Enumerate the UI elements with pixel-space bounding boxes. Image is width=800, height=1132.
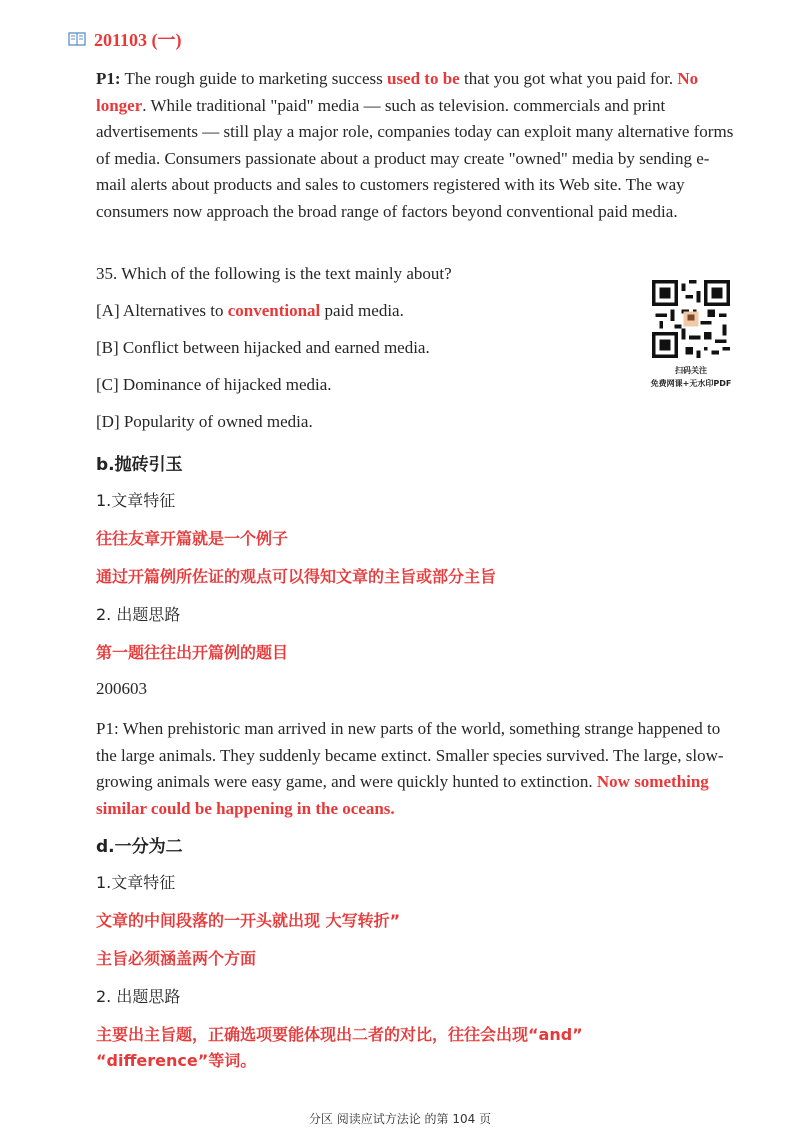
qr-caption-2: 免费网课+无水印PDF xyxy=(650,379,732,388)
example-paragraph xyxy=(96,716,736,822)
book-icon xyxy=(68,31,86,47)
section-b-sub2: 2. 出题思路 xyxy=(96,605,181,624)
example-text: P1: When prehistoric man arrived in new parts of the world, something strange happened to the large animals. They suddenly became extinct. Smaller species survived. The large, slow-growing animals were easy game, and were quickly hunted to extinction. xyxy=(96,719,724,791)
section-b-red-2: 通过开篇例所佐证的观点可以得知文章的主旨或部分主旨 xyxy=(96,567,497,586)
section-d-red-1: 文章的中间段落的一开头就出现 大写转折” xyxy=(96,911,401,930)
p1-text-2: that you got what you paid for. xyxy=(459,69,678,88)
option-d: [D] Popularity of owned media. xyxy=(96,412,313,431)
p1-label: P1: xyxy=(96,69,121,88)
section-d-red-3: 主要出主旨题，正确选项要能体现出二者的对比，往往会出现“and” “difference”等词。 xyxy=(96,1025,583,1070)
option-a-highlight: conventional xyxy=(227,301,321,320)
passage-paragraph-p1 xyxy=(96,66,736,225)
section-d-title: d.一分为二 xyxy=(96,837,183,857)
p1-highlight-used-to-be: used to be xyxy=(386,69,460,88)
qr-code-image[interactable] xyxy=(652,280,730,358)
section-b-sub1: 1.文章特征 xyxy=(96,491,176,510)
section-d-sub1: 1.文章特征 xyxy=(96,873,176,892)
p1-text-3: . While traditional "paid" media — such as television. commercials and print advertisements — still play a major role, companies today can exploit many alternative forms of media. Consumers passionate about a product may create "owned" media by sending e-mail alerts about products and sales to customers registered with its Web site. The way consumers now approach the broad range of factors beyond conventional paid media. xyxy=(96,95,734,221)
section-heading xyxy=(68,26,182,52)
section-b-red-1: 往往友章开篇就是一个例子 xyxy=(96,529,289,548)
heading-text: 201103 (一) xyxy=(94,30,182,50)
section-b-red-3: 第一题往往出开篇例的题目 xyxy=(96,643,289,662)
page-footer: 分区 阅读应试方法论 的第 104 页 xyxy=(308,1112,492,1126)
question-text: 35. Which of the following is the text mainly about? xyxy=(96,264,452,283)
option-b: [B] Conflict between hijacked and earned media. xyxy=(96,338,430,357)
p1-text-1: The rough guide to marketing success xyxy=(120,69,387,88)
option-a-post: paid media. xyxy=(320,301,404,320)
section-d-sub2: 2. 出题思路 xyxy=(96,987,181,1006)
qr-caption-1: 扫码关注 xyxy=(675,366,707,375)
section-b-title: b.抛砖引玉 xyxy=(96,455,183,475)
section-d-red-2: 主旨必须涵盖两个方面 xyxy=(96,949,257,968)
example-year: 200603 xyxy=(96,679,147,698)
example-highlight: Now something similar could be happening in the oceans. xyxy=(96,772,709,818)
qr-code-block xyxy=(636,280,746,390)
p1-highlight-no-longer: No longer xyxy=(96,69,699,115)
option-c: [C] Dominance of hijacked media. xyxy=(96,375,332,394)
option-a-pre: [A] Alternatives to xyxy=(96,301,228,320)
option-a xyxy=(96,301,404,321)
